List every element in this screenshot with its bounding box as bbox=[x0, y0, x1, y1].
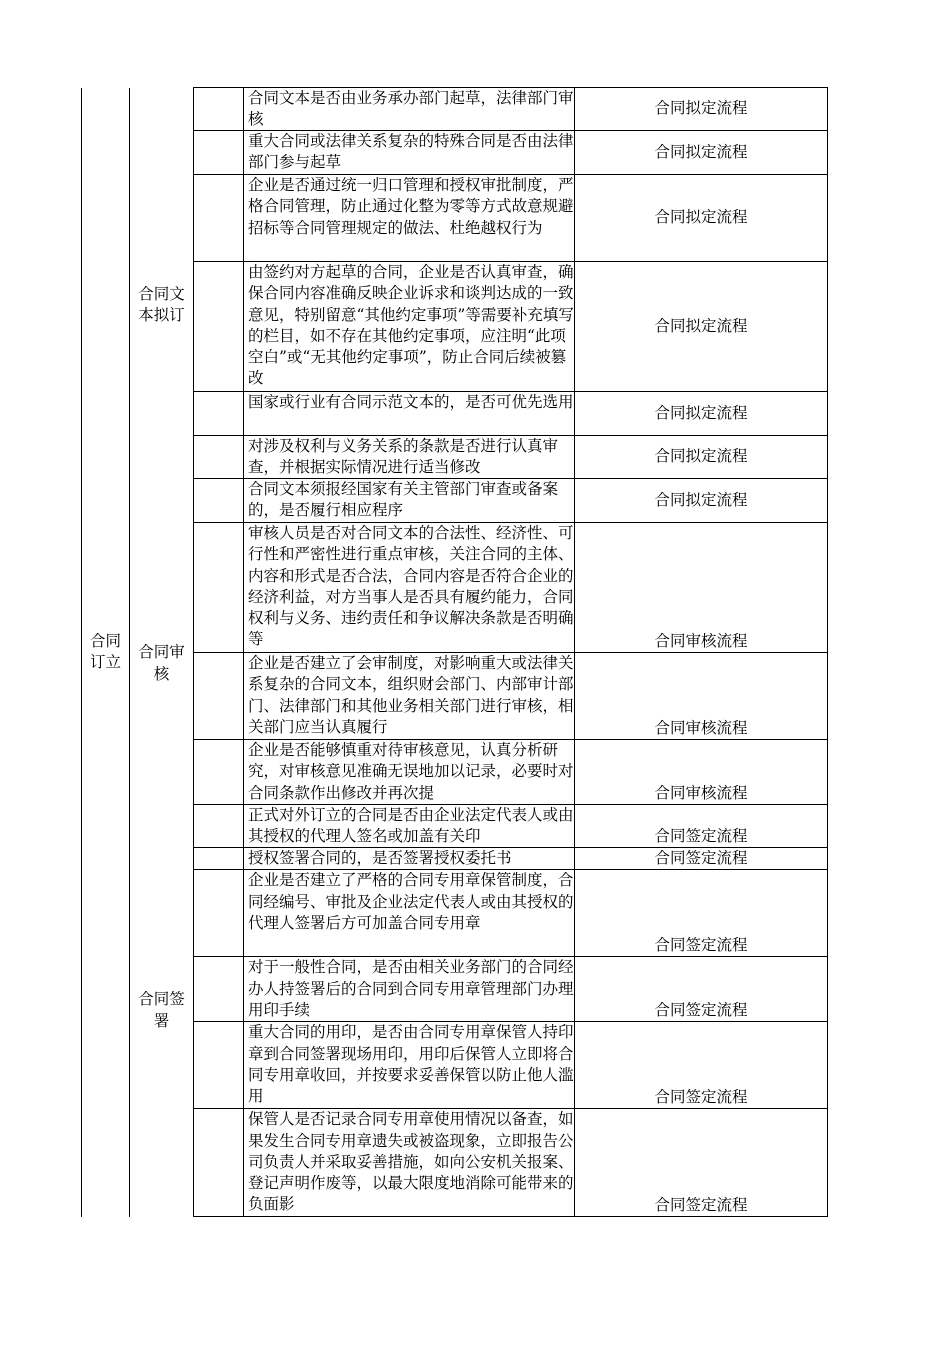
group-cell: 合同签署 bbox=[130, 805, 194, 1217]
check-item-text-clip: 重大合同的用印，是否由合同专用章保管人持印章到合同签署现场用印，用印后保管人立即将合同专用章收回，并按要求妥善保管以防止他人滥用 bbox=[248, 1023, 574, 1106]
table-row bbox=[82, 262, 828, 392]
check-item-text-clip: 合同文本是否由业务承办部门起草，法律部门审核 bbox=[248, 89, 574, 129]
check-item-text-clip: 授权签署合同的，是否签署授权委托书 bbox=[248, 849, 512, 867]
table-row bbox=[82, 740, 828, 805]
process-cell: 合同拟定流程 bbox=[575, 175, 828, 262]
process-cell: 合同签定流程 bbox=[575, 870, 828, 957]
blank-cell bbox=[194, 392, 244, 436]
blank-cell bbox=[194, 479, 244, 523]
blank-cell bbox=[194, 436, 244, 479]
blank-cell bbox=[194, 1022, 244, 1109]
blank-cell bbox=[194, 870, 244, 957]
process-cell: 合同签定流程 bbox=[575, 957, 828, 1022]
blank-cell bbox=[194, 88, 244, 131]
process-cell: 合同拟定流程 bbox=[575, 131, 828, 175]
table-row bbox=[82, 523, 828, 653]
table-row bbox=[82, 436, 828, 479]
check-item-text-clip: 对于一般性合同，是否由相关业务部门的合同经办人持签署后的合同到合同专用章管理部门办理用印手续 bbox=[248, 958, 574, 1019]
check-item-text bbox=[244, 1022, 575, 1109]
process-cell: 合同拟定流程 bbox=[575, 88, 828, 131]
check-item-text bbox=[244, 523, 575, 653]
check-item-text bbox=[244, 175, 575, 262]
check-item-text-clip: 企业是否建立了会审制度，对影响重大或法律关系复杂的合同文本，组织财会部门、内部审计部门、法律部门和其他业务相关部门进行审核，相关部门应当认真履行 bbox=[248, 654, 574, 736]
process-cell: 合同审核流程 bbox=[575, 740, 828, 805]
table-row bbox=[82, 392, 828, 436]
blank-cell bbox=[194, 131, 244, 175]
check-item-text-clip: 正式对外订立的合同是否由企业法定代表人或由其授权的代理人签名或加盖有关印 bbox=[248, 806, 574, 846]
check-item-text-clip: 企业是否能够慎重对待审核意见，认真分析研究，对审核意见准确无误地加以记录，必要时对合同条款作出修改并再次提 bbox=[248, 741, 574, 802]
table-row bbox=[82, 805, 828, 848]
process-cell: 合同签定流程 bbox=[575, 1022, 828, 1109]
check-item-text-clip: 对涉及权利与义务关系的条款是否进行认真审查，并根据实际情况进行适当修改 bbox=[248, 437, 559, 477]
check-item-text-clip: 重大合同或法律关系复杂的特殊合同是否由法律部门参与起草 bbox=[248, 132, 574, 172]
table-row bbox=[82, 1109, 828, 1217]
check-item-text bbox=[244, 88, 575, 131]
check-item-text bbox=[244, 653, 575, 740]
process-cell: 合同签定流程 bbox=[575, 848, 828, 870]
blank-cell bbox=[194, 740, 244, 805]
check-item-text bbox=[244, 870, 575, 957]
process-cell: 合同审核流程 bbox=[575, 523, 828, 653]
check-item-text-clip: 审核人员是否对合同文本的合法性、经济性、可行性和严密性进行重点审核，关注合同的主体、内容和形式是否合法，合同内容是否符合企业的经济利益，对方当事人是否具有履约能力，合同权利与义务、违约责任和争议解决条款是否明确等 bbox=[248, 524, 574, 649]
blank-cell bbox=[194, 957, 244, 1022]
stage-cell: 合同订立 bbox=[82, 88, 130, 1217]
check-item-text bbox=[244, 805, 575, 848]
blank-cell bbox=[194, 523, 244, 653]
table-row bbox=[82, 1022, 828, 1109]
process-cell: 合同拟定流程 bbox=[575, 479, 828, 523]
process-cell: 合同拟定流程 bbox=[575, 262, 828, 392]
table-row bbox=[82, 88, 828, 131]
check-item-text bbox=[244, 957, 575, 1022]
check-item-text-clip: 国家或行业有合同示范文本的，是否可优先选用 bbox=[248, 393, 574, 411]
check-item-text bbox=[244, 262, 575, 392]
table-row bbox=[82, 957, 828, 1022]
check-item-text bbox=[244, 1109, 575, 1217]
blank-cell bbox=[194, 805, 244, 848]
blank-cell bbox=[194, 848, 244, 870]
process-cell: 合同签定流程 bbox=[575, 805, 828, 848]
table-row bbox=[82, 479, 828, 523]
check-item-text-clip: 由签约对方起草的合同，企业是否认真审查，确保合同内容准确反映企业诉求和谈判达成的一致意见，特别留意“其他约定事项”等需要补充填写的栏目，如不存在其他约定事项，应注明“此项空白”或“无其他约定事项”，防止合同后续被篡改 bbox=[248, 263, 574, 388]
process-cell: 合同拟定流程 bbox=[575, 392, 828, 436]
blank-cell bbox=[194, 653, 244, 740]
group-cell: 合同文本拟订 bbox=[130, 88, 194, 523]
table-row bbox=[82, 870, 828, 957]
check-item-text-clip: 企业是否建立了严格的合同专用章保管制度，合同经编号、审批及企业法定代表人或由其授权的代理人签署后方可加盖合同专用章 bbox=[248, 871, 574, 932]
table-row bbox=[82, 848, 828, 870]
check-item-text bbox=[244, 740, 575, 805]
check-item-text-clip: 保管人是否记录合同专用章使用情况以备查，如果发生合同专用章遗失或被盗现象，立即报告公司负责人并采取妥善措施，如向公安机关报案、登记声明作废等，以最大限度地消除可能带来的负面影 bbox=[248, 1110, 574, 1214]
check-item-text bbox=[244, 436, 575, 479]
group-cell: 合同审核 bbox=[130, 523, 194, 805]
table-row bbox=[82, 653, 828, 740]
process-cell: 合同拟定流程 bbox=[575, 436, 828, 479]
table-row bbox=[82, 175, 828, 262]
table-row bbox=[82, 131, 828, 175]
process-cell: 合同签定流程 bbox=[575, 1109, 828, 1217]
check-item-text bbox=[244, 479, 575, 523]
check-item-text-clip: 企业是否通过统一归口管理和授权审批制度，严格合同管理，防止通过化整为零等方式故意规避招标等合同管理规定的做法、杜绝越权行为 bbox=[248, 176, 574, 237]
check-item-text bbox=[244, 131, 575, 175]
blank-cell bbox=[194, 175, 244, 262]
check-item-text bbox=[244, 392, 575, 436]
blank-cell bbox=[194, 262, 244, 392]
process-cell: 合同审核流程 bbox=[575, 653, 828, 740]
check-item-text-clip: 合同文本须报经国家有关主管部门审查或备案的，是否履行相应程序 bbox=[248, 480, 559, 520]
check-item-text bbox=[244, 848, 575, 870]
control-checklist-table bbox=[81, 87, 828, 1217]
blank-cell bbox=[194, 1109, 244, 1217]
